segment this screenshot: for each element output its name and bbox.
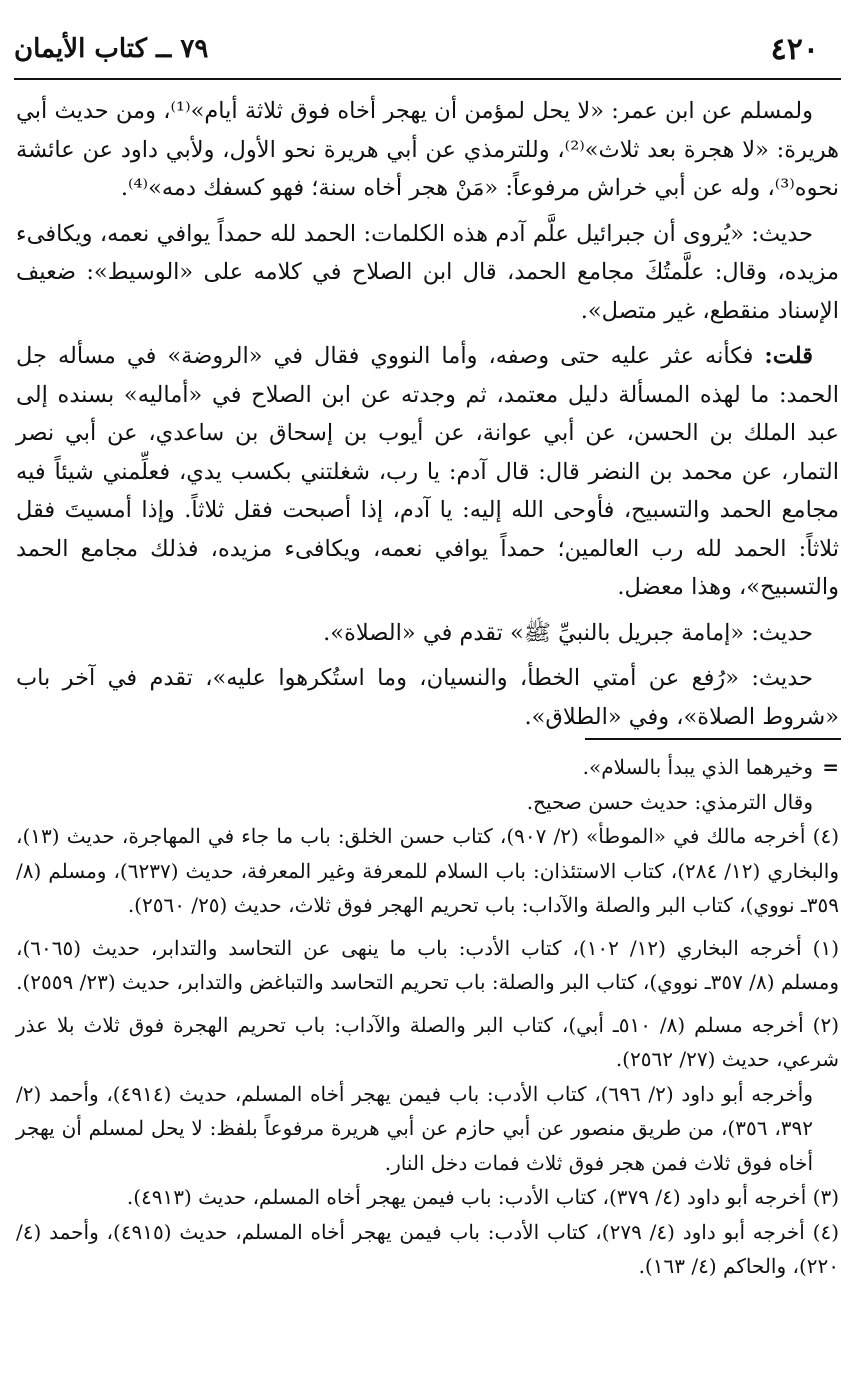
footnote-2-continued: وأخرجه أبو داود (٢/ ٦٩٦)، كتاب الأدب: باب فيمن يهجر أخاه المسلم، حديث (٤٩١٤)، وأحمد (٢/ ٣٩٢، ٣٥٦)، من طريق منصور عن أبي حازم عن أبي هريرة مرفوعاً بلفظ: لا يحل لمسلم أن يهجر أخاه فوق ثلاث فمن هجر فوق ثلاث فمات دخل النار. xyxy=(16,1081,814,1175)
footnote-3: (٣) أخرجه أبو داود (٤/ ٣٧٩)، كتاب الأدب: باب فيمن يهجر أخاه المسلم، حديث (٤٩١٣). xyxy=(126,1185,839,1209)
footnote-1: (١) أخرجه البخاري (١٢/ ١٠٢)، كتاب الأدب: باب ما ينهى عن التحاسد والتدابر، حديث (٦٠٦٥)، ومسلم (٨/ ٣٥٧ـ نووي)، كتاب البر والصلة: باب تحريم التحاسد والتباغض والتدابر، حديث (٢٣/ ٢٥٥٩). xyxy=(16,935,839,994)
continuation-mark: = xyxy=(822,755,839,779)
paragraph-qultu xyxy=(16,337,839,607)
footnote-4: (٤) أخرجه أبو داود (٤/ ٢٧٩)، كتاب الأدب: باب فيمن يهجر أخاه المسلم، حديث (٤٩١٥)، وأحمد (٤/ ٢٢٠)، والحاكم (٤/ ١٦٣). xyxy=(16,1219,840,1278)
footnote-cont-line-2: وقال الترمذي: حديث حسن صحيح. xyxy=(526,789,813,814)
paragraph-rufia: حديث: «رُفع عن أمتي الخطأ، والنسيان، وما استُكرهوا عليه»، تقدم في آخر باب «شروط الصلاة»، وفي «الطلاق». xyxy=(16,665,839,730)
paragraph-hadith-jibril-adam: حديث: «يُروى أن جبرائيل علَّم آدم هذه الكلمات: الحمد لله حمداً يوافي نعمه، ويكافىء مزيده، وقال: علَّمتُكَ مجامع الحمد، قال ابن الصلاح في كلامه على «الوسيط»: ضعيف الإسناد منقطع، غير متصل». xyxy=(16,220,839,324)
footnote-continuation xyxy=(16,750,839,819)
page-number: ٤٢٠ xyxy=(770,32,819,67)
footnote-2: (٢) أخرجه مسلم (٨/ ٥١٠ـ أبي)، كتاب البر والصلة والآداب: باب تحريم الهجرة فوق ثلاث بلا عذر شرعي، حديث (٢٧/ ٢٥٦٢). xyxy=(16,1012,839,1071)
qultu-label: قلت: xyxy=(764,343,813,369)
footnote-separator xyxy=(585,738,841,740)
footnotes xyxy=(16,750,839,1284)
paragraph-imamat-jibril: حديث: «إمامة جبريل بالنبيِّ ﷺ» تقدم في «الصلاة». xyxy=(323,619,813,646)
main-text xyxy=(16,92,839,743)
running-title: ٧٩ ــ كتاب الأيمان xyxy=(14,34,209,64)
footnote-cont-line-1: وخيرهما الذي يبدأ بالسلام». xyxy=(582,755,813,779)
paragraph-muslim-ibn-umar: ولمسلم عن ابن عمر: «لا يحل لمؤمن أن يهجر أخاه فوق ثلاثة أيام»⁽¹⁾، ومن حديث أبي هريرة: «لا هجرة بعد ثلاث»⁽²⁾، وللترمذي عن أبي هريرة نحو الأول، ولأبي داود عن عائشة نحوه⁽³⁾، وله عن أبي خراش مرفوعاً: «مَنْ هجر أخاه سنة؛ فهو كسفك دمه»⁽⁴⁾. xyxy=(16,98,839,201)
qultu-text: فكأنه عثر عليه حتى وصفه، وأما النووي فقال في «الروضة» في مسأله جل الحمد: ما لهذه المسألة دليل معتمد، ثم وجدته عن ابن الصلاح في «أماليه» بسنده إلى عبد الملك بن الحسن، عن أبي عوانة، عن أيوب بن إسحاق بن ساعدي، عن أبي نصر التمار، عن محمد بن النضر قال: قال آدم: يا رب، شغلتني بكسب يدي، فعلِّمني شيئاً فيه مجامع الحمد والتسبيح، فأوحى الله إليه: يا آدم، إذا أصبحت فقل ثلاثاً. وإذا أمسيتَ فقل ثلاثاً: الحمد لله رب العالمين؛ حمداً يوافي نعمه، ويكافىء مزيده، فذلك مجامع الحمد والتسبيح»، وهذا معضل. xyxy=(16,343,839,600)
footnote-4-previous: (٤) أخرجه مالك في «الموطأ» (٢/ ٩٠٧)، كتاب حسن الخلق: باب ما جاء في المهاجرة، حديث (١٣)، والبخاري (١٢/ ٢٨٤)، كتاب الاستئذان: باب السلام للمعرفة وغير المعرفة، حديث (٦٢٣٧)، ومسلم (٨/ ٣٥٩ـ نووي)، كتاب البر والصلة والآداب: باب تحريم الهجر فوق ثلاث، حديث (٢٥/ ٢٥٦٠). xyxy=(16,824,839,917)
page-header xyxy=(14,30,841,80)
